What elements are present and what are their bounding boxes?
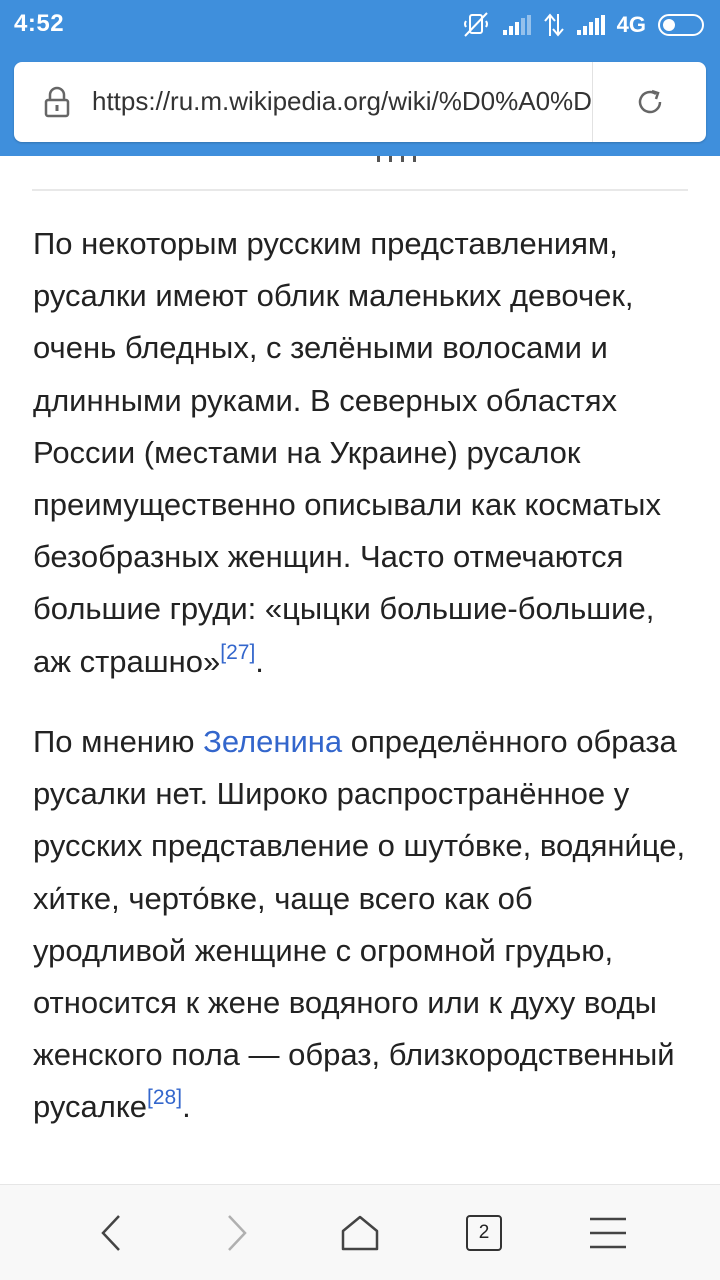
url-text[interactable]: https://ru.m.wikipedia.org/wiki/%D0%A0%D bbox=[92, 86, 592, 116]
forward-button[interactable] bbox=[206, 1203, 266, 1263]
network-type: 4G bbox=[616, 12, 646, 37]
paragraph-lead: По мнению bbox=[33, 724, 204, 759]
paragraph-text: По некоторым русским представлениям, русалки имеют облик маленьких девочек, очень бледных, с зелёными волосами и длинными руками. В северных областях России (местами на Украине) русалок преимущественно описывали как косматых безобразных женщин. Часто отмечаются большие груди: «цыцки большие-большие, аж страшно» bbox=[33, 226, 661, 679]
signal-icon bbox=[503, 15, 531, 35]
home-button[interactable] bbox=[330, 1203, 390, 1263]
status-time: 4:52 bbox=[14, 10, 65, 37]
mute-icon bbox=[461, 11, 491, 39]
forward-icon bbox=[221, 1213, 251, 1253]
cut-off-heading-text bbox=[375, 156, 415, 162]
tabs-count: 2 bbox=[466, 1215, 502, 1251]
url-bar[interactable] bbox=[14, 62, 706, 142]
menu-button[interactable] bbox=[578, 1203, 638, 1263]
reference-link[interactable]: [27] bbox=[220, 640, 256, 664]
url-divider bbox=[592, 62, 593, 142]
article-paragraph bbox=[33, 218, 693, 688]
back-button[interactable] bbox=[82, 1203, 142, 1263]
battery-icon bbox=[658, 14, 704, 36]
paragraph-tail: . bbox=[182, 1089, 191, 1125]
data-transfer-icon bbox=[543, 12, 565, 38]
paragraph-tail: . bbox=[255, 643, 264, 679]
reload-icon[interactable] bbox=[634, 86, 666, 118]
tabs-button[interactable] bbox=[454, 1203, 514, 1263]
article-content bbox=[0, 156, 720, 1184]
paragraph-text: определённого образа русалки нет. Широко распространённое у русских представление о шуто́вке, водяни́це, хи́тке, черто́вке, чаще всего как об уродливой женщине с огромной грудью, относится к жене водяного или к духу воды женского пола — образ, близкородственный русалке bbox=[33, 724, 686, 1125]
back-icon bbox=[97, 1213, 127, 1253]
section-divider bbox=[32, 189, 688, 191]
lock-icon bbox=[42, 86, 72, 118]
bottom-navigation bbox=[0, 1184, 720, 1280]
home-icon bbox=[340, 1214, 380, 1252]
zelenin-link[interactable]: Зеленина bbox=[203, 724, 343, 759]
status-icons bbox=[461, 10, 704, 40]
article-paragraph bbox=[33, 716, 693, 1134]
browser-header bbox=[0, 0, 720, 156]
menu-icon bbox=[588, 1216, 628, 1250]
reference-link[interactable]: [28] bbox=[147, 1086, 183, 1110]
status-bar bbox=[0, 0, 720, 52]
signal-icon bbox=[577, 15, 605, 35]
